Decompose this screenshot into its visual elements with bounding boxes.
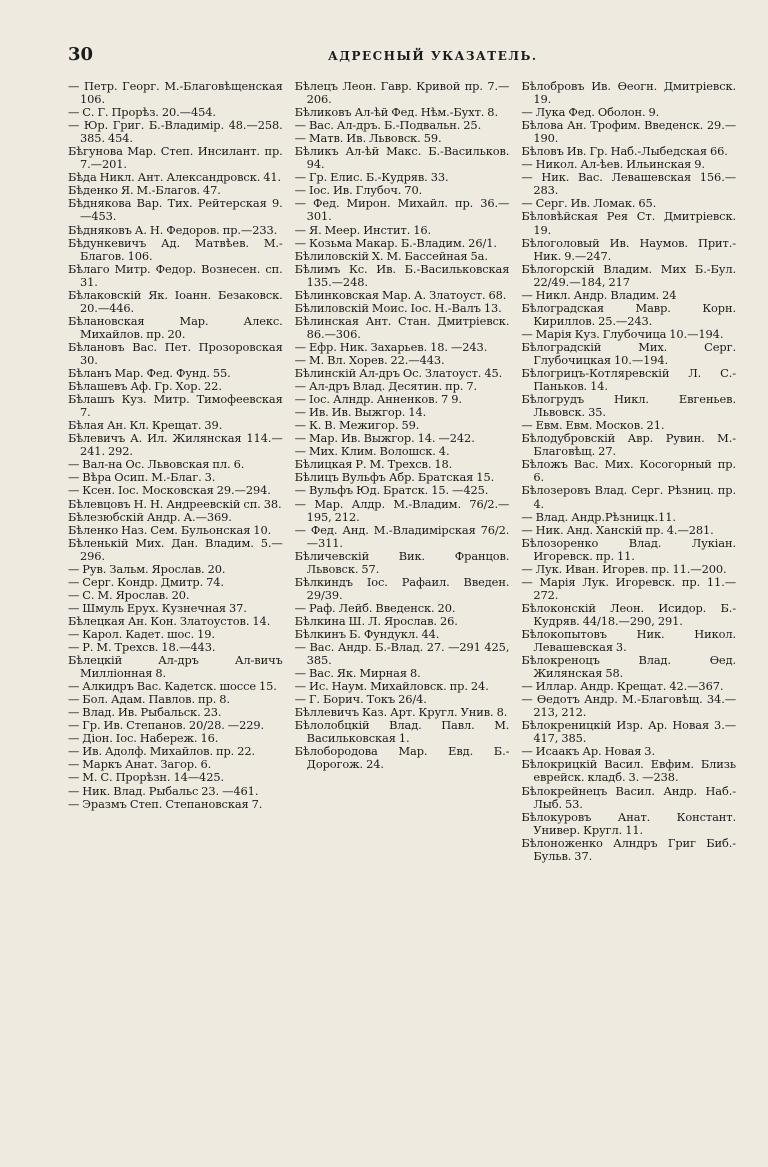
directory-column-2 [295, 80, 510, 863]
directory-entry: — Мар. Ив. Выжгор. 14. —242. [294, 431, 475, 446]
directory-entry: Бѣлевцовъ Н. Н. Андреевскій сп. 38. [68, 496, 282, 511]
directory-entry: Бѣлокреноцъ Влад. Ѳед. Жилянская 58. [521, 653, 737, 681]
directory-entry: — Иллар. Андр. Крещат. 42.—367. [521, 679, 724, 694]
directory-entry: — Ефр. Ник. Захарьев. 18. —243. [294, 339, 488, 354]
directory-entry: — Вас. Як. Мирная 8. [294, 666, 421, 681]
directory-entry: Бѣлимъ Кс. Ив. Б.-Васильковская 135.—248. [294, 261, 510, 289]
directory-entry: Бѣлоградская Мавр. Корн. Кириллов. 25.—243. [521, 300, 737, 328]
directory-entry: — Ник. Анд. Ханскій пр. 4.—281. [521, 522, 714, 537]
directory-entry: Бѣлогрудъ Никл. Евгеньев. Львовск. 35. [521, 392, 737, 420]
directory-entry: Бѣлановская Мар. Алекс. Михайлов. пр. 20. [68, 313, 283, 341]
directory-entry: — Р. М. Трехсв. 18.—443. [68, 640, 216, 655]
directory-entry: — Карол. Кадет. шос. 19. [68, 626, 215, 641]
directory-entry: — Алкидръ Вас. Кадетск. шоссе 15. [68, 679, 277, 694]
directory-entry: — Юр. Григ. Б.-Владимір. 48.—258. 385. 454. [68, 118, 283, 146]
directory-entry: Бѣлокрицкій Васил. Евфим. Близь еврейск. кладб. 3. —238. [521, 757, 737, 785]
directory-entry: Бѣловѣйская Рея Ст. Дмитріевск. 19. [521, 209, 737, 237]
directory-entry: — Ал-дръ Влад. Десятин. пр. 7. [294, 379, 478, 394]
directory-entry: — Мих. Клим. Волошск. 4. [294, 444, 450, 459]
directory-entry: — Раф. Лейб. Введенск. 20. [294, 600, 456, 615]
directory-entry: Бѣда Никл. Ант. Александровск. 41. [68, 170, 282, 185]
directory-entry: Бѣлашевъ Аф. Гр. Хор. 22. [68, 379, 222, 394]
directory-entry: Бѣлицъ Вульфъ Абр. Братская 15. [294, 470, 495, 485]
directory-entry: Бѣленькій Мих. Дан. Владим. 5.—296. [68, 535, 283, 563]
directory-entry: Бѣлицкая Р. М. Трехсв. 18. [294, 457, 453, 472]
directory-entry: — Фед. Мирон. Михайл. пр. 36.—301. [294, 196, 510, 224]
directory-columns [68, 80, 736, 863]
directory-entry: — Гр. Елис. Б.-Кудряв. 33. [294, 170, 449, 185]
directory-entry: Бѣлозоренко Влад. Лукіан. Игоревск. пр. 11. [521, 535, 737, 563]
directory-entry: — Серг. Кондр. Дмитр. 74. [68, 574, 224, 589]
directory-entry: Бѣлкиндъ Іос. Рафаил. Введен. 29/39. [294, 574, 510, 602]
directory-entry: Бѣленко Наз. Сем. Бульонская 10. [68, 522, 272, 537]
directory-entry: Бѣложъ Вас. Мих. Косогорный пр. 6. [521, 457, 737, 485]
directory-entry: — Мар. Алдр. М.-Владим. 76/2.—195, 212. [294, 496, 510, 524]
directory-entry: — Ив. Адолф. Михайлов. пр. 22. [68, 744, 256, 759]
directory-entry: Бѣлоконскій Леон. Исидор. Б.-Кудряв. 44/18.—290, 291. [521, 600, 737, 628]
directory-entry: — Марія Куз. Глубочица 10.—194. [521, 326, 724, 341]
directory-entry: Бѣлкинъ Б. Фундукл. 44. [294, 626, 440, 641]
directory-entry: Бѣлецкій Ал-дръ Ал-вичъ Милліонная 8. [68, 653, 283, 681]
directory-entry: Бѣлановъ Вас. Пет. Прозоровская 30. [68, 339, 283, 367]
directory-entry: Бѣлова Ан. Трофим. Введенск. 29.—190. [521, 118, 737, 146]
directory-entry: — Исаакъ Ар. Новая 3. [521, 744, 655, 759]
directory-entry: — К. В. Межигор. 59. [294, 418, 420, 433]
directory-entry: — Вас. Андр. Б.-Влад. 27. —291 425, 385. [294, 640, 510, 668]
directory-entry: Бѣлодубровскій Авр. Рувин. М.-Благовѣщ. 27. [521, 431, 737, 459]
directory-entry: — Вульфъ Юд. Братск. 15. —425. [294, 483, 489, 498]
directory-column-1 [68, 80, 283, 863]
directory-entry: — Рув. Зальм. Ярослав. 20. [68, 561, 226, 576]
directory-entry: — Лука Фед. Оболон. 9. [521, 105, 660, 120]
directory-entry: Бѣлаго Митр. Федор. Вознесен. сп. 31. [68, 261, 283, 289]
directory-entry: Бѣлецъ Леон. Гавр. Кривой пр. 7.—206. [294, 79, 510, 107]
directory-entry: — Шмуль Ерух. Кузнечная 37. [68, 600, 247, 615]
directory-entry: — Ис. Наум. Михайловск. пр. 24. [294, 679, 489, 694]
directory-entry: Бѣловъ Ив. Гр. Наб.-Лыбедская 66. [521, 144, 728, 159]
directory-entry: — Діон. Іос. Набереж. 16. [68, 731, 219, 746]
directory-entry: Бѣлинская Ант. Стан. Дмитріевск. 86.—306. [294, 313, 510, 341]
page-header [68, 44, 736, 74]
directory-entry: Бѣлолобцкій Влад. Павл. М. Васильковская 1. [294, 718, 510, 746]
directory-entry: Бѣлецкая Ан. Кон. Златоустов. 14. [68, 613, 271, 628]
directory-entry: — Вас. Ал-дръ. Б.-Подвальн. 25. [294, 118, 482, 133]
directory-entry: — Влад. Ив. Рыбальск. 23. [68, 705, 222, 720]
directory-entry: — Я. Меер. Инстит. 16. [294, 222, 432, 237]
directory-entry: Бѣднякова Вар. Тих. Рейтерская 9.—453. [68, 196, 283, 224]
directory-entry: Бѣлокрейнецъ Васил. Андр. Наб.-Лыб. 53. [521, 783, 737, 811]
directory-entry: Бѣлокреницкій Изр. Ар. Новая 3.—417, 385. [521, 718, 737, 746]
directory-entry: — Лук. Иван. Игорев. пр. 11.—200. [521, 561, 727, 576]
directory-entry: Бѣликовъ Ал-ѣй Фед. Нѣм.-Бухт. 8. [294, 105, 498, 120]
directory-entry: — С. Г. Прорѣз. 20.—454. [68, 105, 216, 120]
directory-entry: — Іос. Алндр. Анненков. 7 9. [294, 392, 462, 407]
directory-entry: — Матв. Ив. Львовск. 59. [294, 131, 442, 146]
directory-entry: Бѣличевскій Вик. Францов. Львовск. 57. [294, 548, 510, 576]
directory-entry: Бѣлинковская Мар. А. Златоуст. 68. [294, 287, 507, 302]
directory-entry: Бѣлоградскій Мих. Серг. Глубочицкая 10.—194. [521, 339, 737, 367]
directory-entry: — Петр. Георг. М.-Благовѣщенская 106. [68, 79, 283, 107]
directory-entry: — М. С. Прорѣзн. 14—425. [68, 770, 225, 785]
directory-entry: Бѣденко Я. М.-Благов. 47. [68, 183, 221, 198]
directory-entry: — Ник. Вас. Левашевская 156.—283. [521, 170, 737, 198]
running-title: АДРЕСНЫЙ УКАЗАТЕЛЬ. [328, 49, 538, 63]
directory-entry: — Никол. Ал-ѣев. Ильинская 9. [521, 157, 705, 172]
directory-entry: Бѣлинскій Ал-дръ Ос. Златоуст. 45. [294, 366, 503, 381]
directory-entry: — Фед. Анд. М.-Владимірская 76/2.—311. [294, 522, 510, 550]
directory-entry: Бѣлобровъ Ив. Ѳеогн. Дмитріевск. 19. [521, 79, 737, 107]
directory-entry: — Ксен. Іос. Московская 29.—294. [68, 483, 271, 498]
directory-entry: Бѣлогорскій Владим. Мих Б.-Бул. 22/49.—184, 217 [521, 261, 737, 289]
directory-entry: Бѣлашъ Куз. Митр. Тимофеевская 7. [68, 392, 283, 420]
directory-entry: — Влад. Андр.Рѣзницк.11. [521, 509, 676, 524]
directory-entry: Бѣлоголовый Ив. Наумов. Прит.-Ник. 9.—247. [521, 235, 737, 263]
directory-entry: Бѣлозеровъ Влад. Серг. Рѣзниц. пр. 4. [521, 483, 737, 511]
directory-entry: Бѣлоноженко Алндръ Григ Биб.-Бульв. 37. [521, 835, 737, 863]
directory-entry: — Бол. Адам. Павлов. пр. 8. [68, 692, 230, 707]
directory-entry: — М. Вл. Хорев. 22.—443. [294, 352, 445, 367]
directory-entry: Бѣлевичъ А. Ил. Жилянская 114.—241. 292. [68, 431, 283, 459]
directory-entry: Бѣлиловскій Х. М. Бассейная 5а. [294, 248, 488, 263]
directory-entry: — Серг. Ив. Ломак. 65. [521, 196, 657, 211]
directory-entry: Бѣдняковъ А. Н. Федоров. пр.—233. [68, 222, 278, 237]
directory-entry: — Вал-на Ос. Львовская пл. 6. [68, 457, 245, 472]
directory-entry: — Ник. Влад. Рыбальс 23. —461. [68, 783, 259, 798]
directory-entry: — Іос. Ив. Глубоч. 70. [294, 183, 423, 198]
directory-entry: Бѣликъ Ал-ѣй Макс. Б.-Васильков. 94. [294, 144, 510, 172]
directory-entry: Бѣллевичъ Каз. Арт. Кругл. Унив. 8. [294, 705, 508, 720]
directory-entry: Бѣлаковскій Як. Іоанн. Безаковск. 20.—446. [68, 287, 283, 315]
directory-entry: Бѣдункевичъ Ад. Матвѣев. М.-Благов. 106. [68, 235, 283, 263]
directory-entry: Бѣлиловскій Моис. Іос. Н.-Валъ 13. [294, 300, 502, 315]
directory-entry: Бѣлкина Ш. Л. Ярослав. 26. [294, 613, 458, 628]
directory-entry: — Г. Борич. Токъ 26/4. [294, 692, 427, 707]
directory-entry: Бѣлая Ан. Кл. Крещат. 39. [68, 418, 223, 433]
directory-column-3 [521, 80, 736, 863]
directory-entry: — Гр. Ив. Степанов. 20/28. —229. [68, 718, 265, 733]
directory-entry: — Никл. Андр. Владим. 24 [521, 287, 677, 302]
page-number: 30 [68, 44, 94, 65]
directory-entry: — Ѳедотъ Андр. М.-Благовѣщ. 34.—213, 212. [521, 692, 737, 720]
directory-entry: Бѣлогрицъ-Котляревскій Л. С.-Паньков. 14. [521, 366, 737, 394]
directory-entry: — Вѣра Осип. М.-Благ. 3. [68, 470, 216, 485]
directory-entry: — Эразмъ Степ. Степановская 7. [68, 796, 263, 811]
directory-entry: Бѣгунова Мар. Степ. Инсилант. пр. 7.—201. [68, 144, 283, 172]
directory-entry: Бѣлокуровъ Анат. Констант. Универ. Кругл. 11. [521, 809, 737, 837]
directory-entry: Бѣлокопытовъ Ник. Никол. Левашевская 3. [521, 626, 737, 655]
directory-entry: — Евм. Евм. Москов. 21. [521, 418, 665, 433]
directory-entry: — Козьма Макар. Б.-Владим. 26/1. [294, 235, 497, 250]
directory-entry: — С. М. Ярослав. 20. [68, 587, 190, 602]
directory-entry: — Марія Лук. Игоревск. пр. 11.—272. [521, 574, 737, 602]
directory-entry: — Маркъ Анат. Загор. 6. [68, 757, 212, 772]
directory-entry: Бѣлобородова Мар. Евд. Б.-Дорогож. 24. [294, 744, 510, 772]
directory-entry: Бѣлезюбскій Андр. А.—369. [68, 509, 232, 524]
directory-entry: Бѣланъ Мар. Фед. Фунд. 55. [68, 366, 231, 381]
directory-entry: — Ив. Ив. Выжгор. 14. [294, 405, 427, 420]
